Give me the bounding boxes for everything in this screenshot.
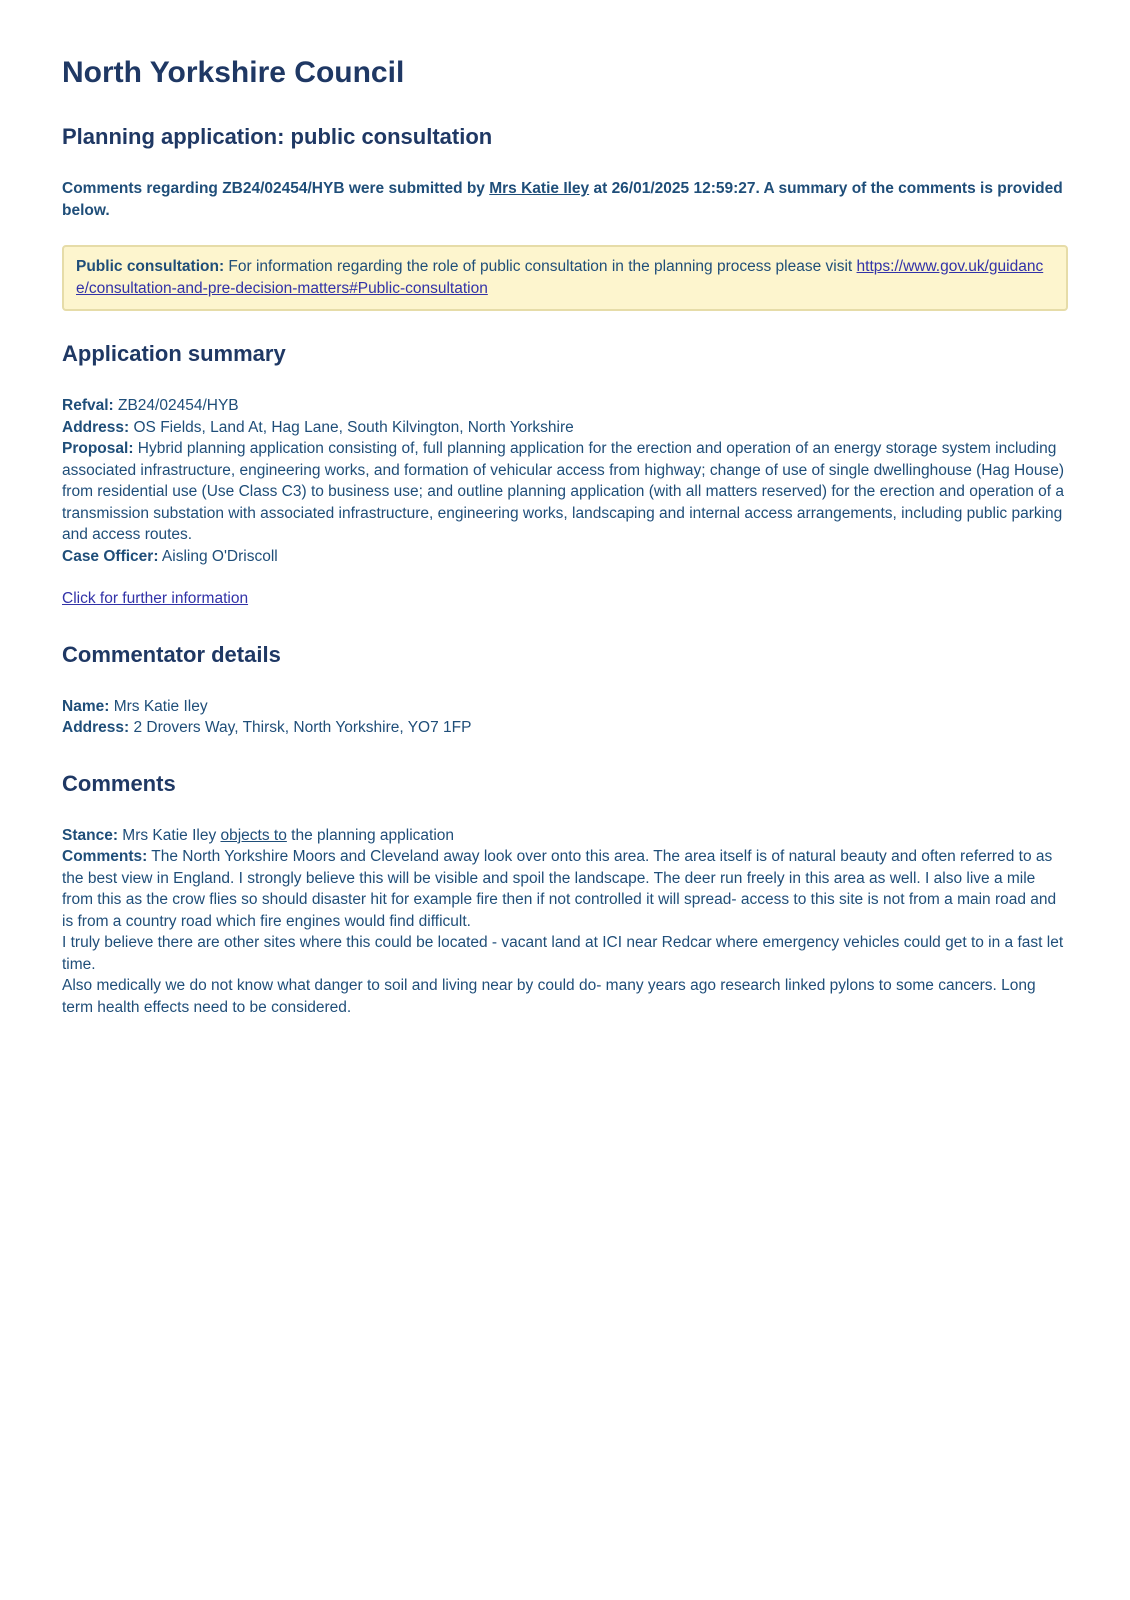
commentator-address-label: Address: [62,719,130,736]
commentator-address-row [62,717,1068,739]
gov-uk-consultation-link[interactable]: https://www.gov.uk/guidance/consultation-and-pre-decision-matters#Public-consultation [76,258,1044,297]
commenter-name-link[interactable]: Mrs Katie Iley [489,180,590,197]
stance-text-before: Mrs Katie Iley [118,826,221,844]
comments-body [62,825,1068,1019]
refval-row [62,395,1068,417]
refval-label: Refval: [62,397,114,414]
proposal-value: Hybrid planning application consisting of, full planning application for the erection and operation of an energy storage system including associated infrastructure, engineering works, and formation of vehicular access from highway; change of use of single dwellinghouse (Hag House) from residential use (Use Class C3) to business use; and outline planning application (with all matters reserved) for the erection and operation of a transmission substation with associated infrastructure, engineering works, landscaping and internal access arrangements, including public parking and access routes. [62,440,1065,543]
commentator-name-label: Name: [62,697,110,715]
page-title: North Yorkshire Council [62,56,405,89]
site-address-value: OS Fields, Land At, Hag Lane, South Kilvington, North Yorkshire [129,418,574,436]
commentator-name-value: Mrs Katie Iley [109,697,208,715]
proposal-label: Proposal: [62,440,134,457]
comments-label: Comments: [62,848,148,865]
site-address-row [62,417,1068,439]
site-address-label: Address: [62,418,130,436]
section-heading-public-consultation: Planning application: public consultation [62,124,493,149]
intro-paragraph [62,178,1068,221]
refval-value: ZB24/02454/HYB [113,397,239,414]
further-information-row [62,588,1068,610]
stance-row [62,825,1068,847]
intro-text-before: Comments regarding ZB24/02454/HYB were submitted by [62,180,490,197]
stance-objects-to: objects to [220,826,287,844]
commentator-fields [62,696,1068,739]
comments-paragraph-2: I truly believe there are other sites where this could be located - vacant land at ICI near Redcar where emergency vehicles could get to in a fast let time. [62,934,1064,973]
case-officer-label: Case Officer: [62,547,159,565]
stance-text-after: the planning application [286,826,455,844]
section-heading-application-summary: Application summary [62,341,286,366]
proposal-row [62,438,1068,546]
case-officer-row [62,546,1068,568]
stance-label: Stance: [62,826,118,844]
comments-paragraph-3: Also medically we do not know what danger to soil and living near by could do- many years ago research linked pylons to some cancers. Long term health effects need to be considered. [62,977,1036,1016]
public-consultation-notice [62,245,1068,311]
section-heading-comments: Comments [62,770,176,796]
application-summary-fields [62,395,1068,567]
further-information-link[interactable]: Click for further information [62,590,249,607]
commentator-address-value: 2 Drovers Way, Thirsk, North Yorkshire, YO7 1FP [129,719,472,736]
comments-paragraph-1 [62,846,1068,932]
case-officer-value: Aisling O'Driscoll [158,547,278,565]
comments-text-1: The North Yorkshire Moors and Cleveland away look over onto this area. The area itself is of natural beauty and often referred to as the best view in England. I strongly believe this will be visible and spoil the landscape. The deer run freely in this area as well. I also live a mile from this as the crow flies so should disaster hit for example fire then if not controlled it will spread- access to this site is not from a main road and is from a country road which fire engines would find difficult. [62,848,1057,930]
notice-label: Public consultation: [76,258,225,275]
commentator-name-row [62,696,1068,718]
section-heading-commentator-details: Commentator details [62,641,281,667]
intro-text-after: at 26/01/2025 12:59:27. A summary of the comments is provided below. [62,180,1063,219]
notice-text: For information regarding the role of public consultation in the planning process please visit [224,258,857,275]
